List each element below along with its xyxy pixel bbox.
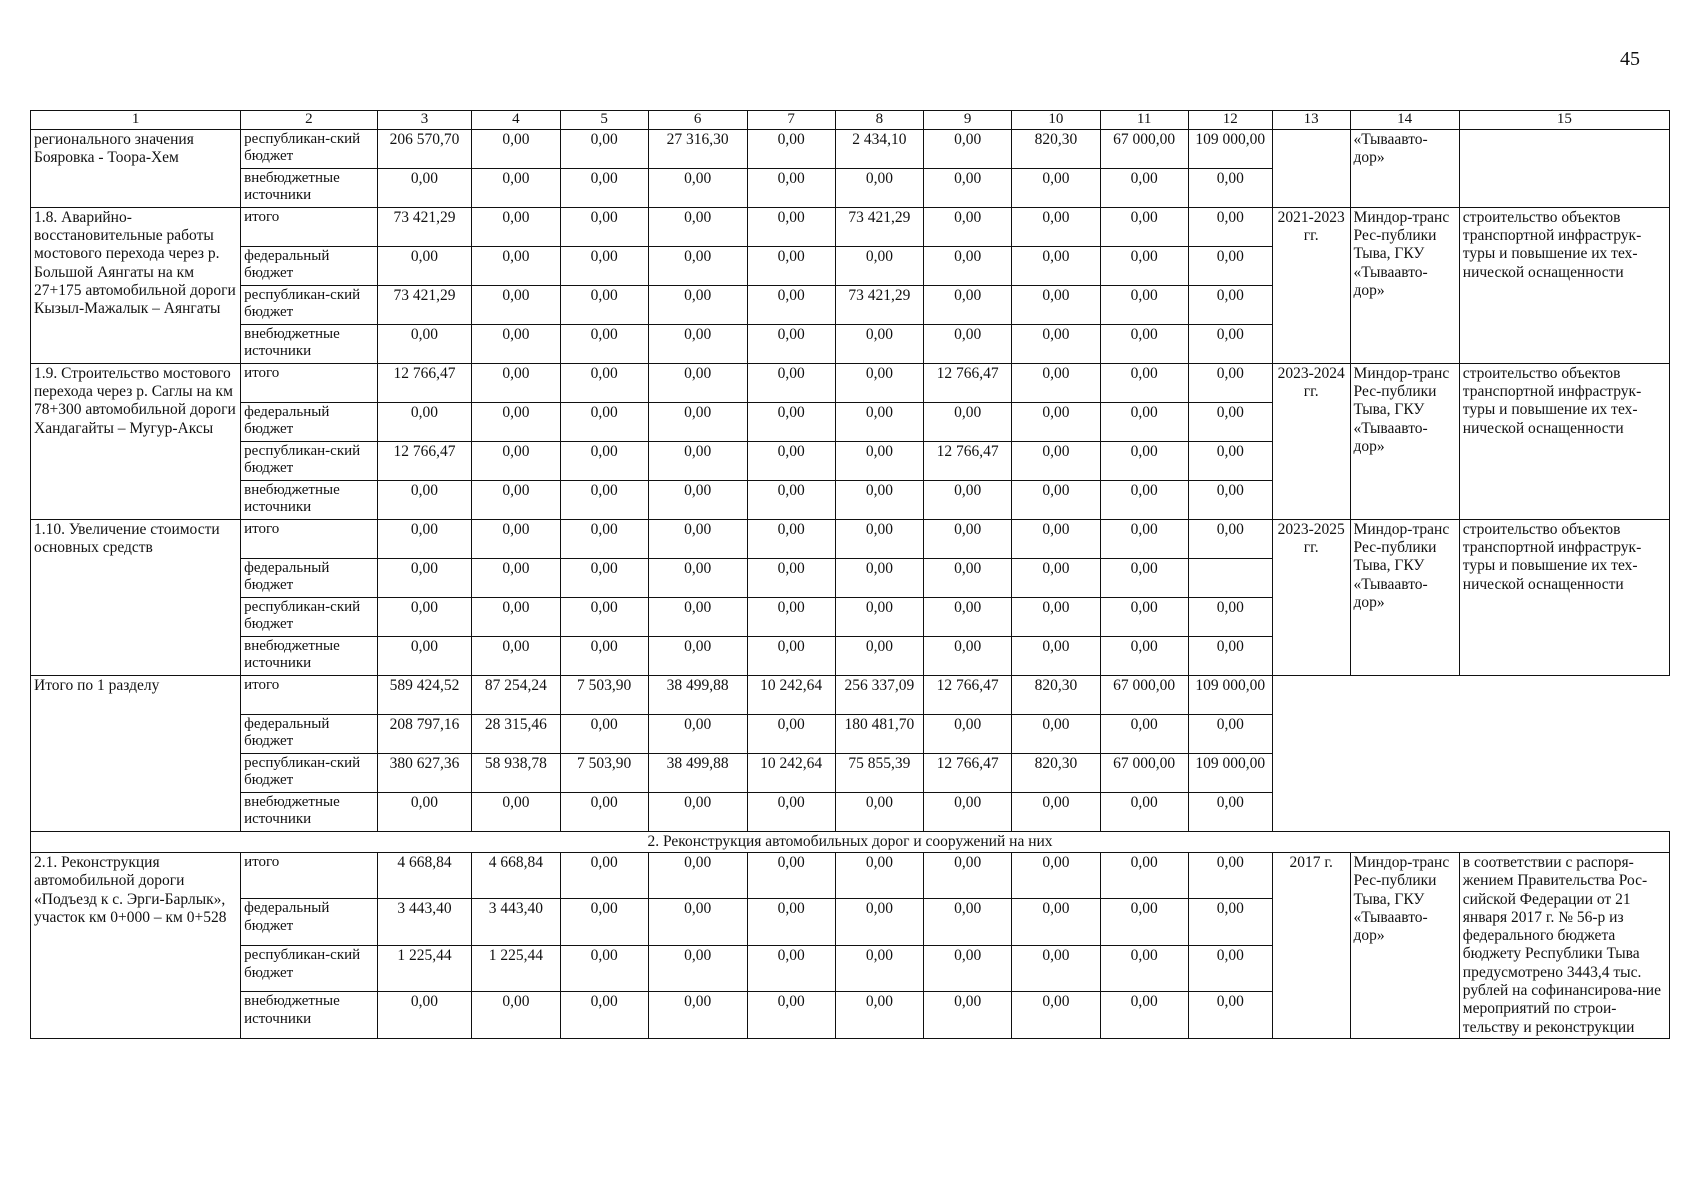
value-cell: 0,00 (648, 441, 747, 480)
value-cell: 0,00 (924, 168, 1012, 207)
funding-source: итого (241, 675, 378, 714)
value-cell: 0,00 (747, 207, 835, 246)
value-cell: 0,00 (472, 246, 560, 285)
value-cell: 0,00 (472, 441, 560, 480)
value-cell: 0,00 (1188, 714, 1272, 753)
funding-source: внебюджетные источники (241, 324, 378, 363)
value-cell: 0,00 (648, 168, 747, 207)
value-cell: 0,00 (1100, 636, 1188, 675)
column-header: 15 (1459, 111, 1669, 130)
value-cell: 0,00 (1100, 480, 1188, 519)
period (1272, 129, 1350, 207)
value-cell: 0,00 (648, 899, 747, 945)
period: 2021-2023 гг. (1272, 207, 1350, 363)
value-cell: 0,00 (1100, 852, 1188, 898)
value-cell: 0,00 (1100, 558, 1188, 597)
table-row (31, 363, 1670, 402)
funding-source: итого (241, 363, 378, 402)
value-cell: 0,00 (747, 285, 835, 324)
column-header: 3 (377, 111, 472, 130)
executor: Миндор-транс Рес-публики Тыва, ГКУ «Тываавто-дор» (1350, 852, 1459, 1038)
funding-source: республикан-ский бюджет (241, 129, 378, 168)
column-header: 6 (648, 111, 747, 130)
value-cell: 0,00 (648, 852, 747, 898)
column-header: 1 (31, 111, 241, 130)
value-cell: 0,00 (648, 636, 747, 675)
value-cell: 0,00 (1012, 441, 1100, 480)
value-cell: 0,00 (924, 714, 1012, 753)
value-cell: 109 000,00 (1188, 753, 1272, 792)
value-cell: 0,00 (560, 945, 648, 991)
value-cell: 7 503,90 (560, 675, 648, 714)
item-name: 1.8. Аварийно-восстановительные работы мостового перехода через р. Большой Аянгаты на км 27+175 автомобильной дороги Кызыл-Мажалык – Аянгаты (31, 207, 241, 363)
funding-source: внебюджетные источники (241, 480, 378, 519)
value-cell: 0,00 (924, 402, 1012, 441)
value-cell: 109 000,00 (1188, 129, 1272, 168)
value-cell: 38 499,88 (648, 675, 747, 714)
value-cell: 0,00 (1188, 363, 1272, 402)
table-row (31, 207, 1670, 246)
value-cell: 0,00 (472, 519, 560, 558)
value-cell: 820,30 (1012, 675, 1100, 714)
value-cell: 0,00 (377, 636, 472, 675)
column-header: 11 (1100, 111, 1188, 130)
value-cell: 0,00 (472, 168, 560, 207)
value-cell: 0,00 (1012, 363, 1100, 402)
value-cell: 0,00 (1188, 992, 1272, 1038)
value-cell: 0,00 (747, 636, 835, 675)
value-cell: 0,00 (377, 992, 472, 1038)
value-cell: 0,00 (924, 207, 1012, 246)
funding-source: итого (241, 519, 378, 558)
value-cell: 0,00 (472, 207, 560, 246)
value-cell: 0,00 (1188, 945, 1272, 991)
value-cell: 10 242,64 (747, 675, 835, 714)
column-header: 13 (1272, 111, 1350, 130)
value-cell: 4 668,84 (472, 852, 560, 898)
executor: Миндор-транс Рес-публики Тыва, ГКУ «Тываавто-дор» (1350, 363, 1459, 519)
value-cell: 0,00 (1012, 246, 1100, 285)
value-cell: 0,00 (472, 558, 560, 597)
value-cell: 0,00 (560, 558, 648, 597)
value-cell: 0,00 (835, 402, 923, 441)
funding-source: федеральный бюджет (241, 402, 378, 441)
value-cell: 10 242,64 (747, 753, 835, 792)
column-header: 5 (560, 111, 648, 130)
value-cell: 0,00 (648, 324, 747, 363)
value-cell: 0,00 (560, 441, 648, 480)
value-cell: 0,00 (835, 363, 923, 402)
purpose (1459, 129, 1669, 207)
value-cell: 0,00 (835, 597, 923, 636)
value-cell: 0,00 (1100, 363, 1188, 402)
value-cell: 0,00 (1188, 899, 1272, 945)
value-cell: 0,00 (560, 852, 648, 898)
value-cell: 0,00 (1188, 207, 1272, 246)
value-cell: 0,00 (835, 992, 923, 1038)
funding-source: республикан-ский бюджет (241, 945, 378, 991)
value-cell: 0,00 (648, 402, 747, 441)
value-cell: 0,00 (560, 714, 648, 753)
value-cell: 0,00 (648, 363, 747, 402)
value-cell: 109 000,00 (1188, 675, 1272, 714)
value-cell: 0,00 (1100, 441, 1188, 480)
value-cell: 0,00 (1100, 285, 1188, 324)
value-cell: 73 421,29 (835, 207, 923, 246)
value-cell: 0,00 (648, 246, 747, 285)
value-cell: 12 766,47 (924, 363, 1012, 402)
table-row (31, 852, 1670, 898)
value-cell: 38 499,88 (648, 753, 747, 792)
purpose: в соответствии с распоря-жением Правительства Рос-сийской Федерации от 21 января 2017 г. № 56-р из федерального бюджета бюджету Республики Тыва предусмотрено 3443,4 тыс. рублей на софинансирова-ние мероприятий по строи-тельству и реконструкции (1459, 852, 1669, 1038)
value-cell: 0,00 (1012, 168, 1100, 207)
column-header: 14 (1350, 111, 1459, 130)
value-cell: 0,00 (1012, 480, 1100, 519)
value-cell: 0,00 (1188, 441, 1272, 480)
value-cell: 0,00 (747, 402, 835, 441)
value-cell: 0,00 (924, 636, 1012, 675)
value-cell: 0,00 (1012, 899, 1100, 945)
value-cell: 0,00 (1100, 168, 1188, 207)
value-cell: 0,00 (377, 402, 472, 441)
value-cell: 0,00 (377, 168, 472, 207)
value-cell: 0,00 (835, 246, 923, 285)
value-cell: 0,00 (747, 324, 835, 363)
value-cell: 0,00 (560, 285, 648, 324)
table-body (31, 111, 1670, 1039)
section-title: 2. Реконструкция автомобильных дорог и сооружений на них (31, 831, 1670, 852)
value-cell: 0,00 (648, 207, 747, 246)
value-cell: 0,00 (560, 992, 648, 1038)
value-cell: 0,00 (747, 168, 835, 207)
column-header: 8 (835, 111, 923, 130)
executor: Миндор-транс Рес-публики Тыва, ГКУ «Тываавто-дор» (1350, 519, 1459, 675)
value-cell: 0,00 (560, 129, 648, 168)
item-name: 2.1. Реконструкция автомобильной дороги «Подъезд к с. Эрги-Барлык», участок км 0+000 – км 0+528 (31, 852, 241, 1038)
period: 2017 г. (1272, 852, 1350, 1038)
value-cell: 0,00 (560, 324, 648, 363)
value-cell: 0,00 (472, 129, 560, 168)
value-cell: 1 225,44 (377, 945, 472, 991)
value-cell: 0,00 (1100, 945, 1188, 991)
value-cell: 0,00 (1012, 558, 1100, 597)
item-name: регионального значения Бояровка - Тоора-Хем (31, 129, 241, 207)
value-cell: 0,00 (747, 441, 835, 480)
value-cell: 0,00 (747, 246, 835, 285)
value-cell: 0,00 (835, 899, 923, 945)
value-cell: 0,00 (1012, 852, 1100, 898)
value-cell: 0,00 (747, 519, 835, 558)
value-cell: 0,00 (560, 792, 648, 831)
funding-source: республикан-ский бюджет (241, 285, 378, 324)
value-cell: 7 503,90 (560, 753, 648, 792)
value-cell: 75 855,39 (835, 753, 923, 792)
value-cell: 0,00 (747, 792, 835, 831)
value-cell: 0,00 (377, 558, 472, 597)
value-cell: 0,00 (648, 792, 747, 831)
funding-source: внебюджетные источники (241, 792, 378, 831)
value-cell: 0,00 (472, 402, 560, 441)
period: 2023-2025 гг. (1272, 519, 1350, 675)
value-cell: 0,00 (377, 324, 472, 363)
value-cell: 2 434,10 (835, 129, 923, 168)
value-cell: 0,00 (924, 852, 1012, 898)
value-cell: 67 000,00 (1100, 129, 1188, 168)
value-cell: 12 766,47 (924, 441, 1012, 480)
value-cell: 0,00 (472, 324, 560, 363)
value-cell: 0,00 (1100, 992, 1188, 1038)
value-cell: 0,00 (835, 792, 923, 831)
value-cell: 0,00 (747, 852, 835, 898)
value-cell: 0,00 (1012, 519, 1100, 558)
purpose: строительство объектов транспортной инфраструк-туры и повышение их тех-нической оснащенности (1459, 519, 1669, 675)
value-cell: 0,00 (560, 480, 648, 519)
value-cell: 0,00 (1100, 899, 1188, 945)
column-header: 10 (1012, 111, 1100, 130)
value-cell: 820,30 (1012, 753, 1100, 792)
value-cell: 0,00 (924, 519, 1012, 558)
value-cell: 0,00 (835, 441, 923, 480)
value-cell: 0,00 (1100, 714, 1188, 753)
value-cell: 0,00 (560, 363, 648, 402)
value-cell: 0,00 (377, 246, 472, 285)
value-cell: 27 316,30 (648, 129, 747, 168)
funding-source: итого (241, 852, 378, 898)
value-cell: 0,00 (924, 324, 1012, 363)
value-cell: 0,00 (1188, 324, 1272, 363)
funding-source: республикан-ский бюджет (241, 441, 378, 480)
value-cell: 0,00 (560, 636, 648, 675)
value-cell: 0,00 (560, 207, 648, 246)
value-cell: 0,00 (924, 246, 1012, 285)
column-header: 4 (472, 111, 560, 130)
value-cell: 0,00 (835, 945, 923, 991)
value-cell: 0,00 (835, 480, 923, 519)
value-cell (1188, 558, 1272, 597)
value-cell: 0,00 (747, 992, 835, 1038)
value-cell: 0,00 (1188, 636, 1272, 675)
value-cell: 0,00 (1188, 402, 1272, 441)
executor: «Тываавто-дор» (1350, 129, 1459, 207)
value-cell: 206 570,70 (377, 129, 472, 168)
value-cell: 180 481,70 (835, 714, 923, 753)
value-cell: 0,00 (1012, 207, 1100, 246)
funding-source: республикан-ский бюджет (241, 597, 378, 636)
funding-source: внебюджетные источники (241, 168, 378, 207)
value-cell: 0,00 (1012, 402, 1100, 441)
value-cell: 73 421,29 (377, 285, 472, 324)
value-cell: 208 797,16 (377, 714, 472, 753)
value-cell: 87 254,24 (472, 675, 560, 714)
value-cell: 0,00 (377, 519, 472, 558)
value-cell: 0,00 (1100, 207, 1188, 246)
value-cell: 0,00 (377, 597, 472, 636)
value-cell: 12 766,47 (377, 441, 472, 480)
value-cell: 58 938,78 (472, 753, 560, 792)
value-cell: 0,00 (1100, 246, 1188, 285)
value-cell: 0,00 (1012, 636, 1100, 675)
value-cell: 0,00 (835, 852, 923, 898)
funding-source: республикан-ский бюджет (241, 753, 378, 792)
period: 2023-2024 гг. (1272, 363, 1350, 519)
purpose: строительство объектов транспортной инфраструк-туры и повышение их тех-нической оснащенности (1459, 363, 1669, 519)
value-cell: 0,00 (1012, 945, 1100, 991)
value-cell: 380 627,36 (377, 753, 472, 792)
value-cell: 0,00 (560, 597, 648, 636)
value-cell: 0,00 (1188, 852, 1272, 898)
value-cell: 12 766,47 (924, 753, 1012, 792)
table-row (31, 129, 1670, 168)
value-cell: 0,00 (472, 480, 560, 519)
value-cell: 0,00 (835, 558, 923, 597)
value-cell: 0,00 (472, 597, 560, 636)
value-cell: 0,00 (1012, 324, 1100, 363)
value-cell: 0,00 (472, 792, 560, 831)
value-cell: 0,00 (1012, 792, 1100, 831)
item-name: Итого по 1 разделу (31, 675, 241, 831)
value-cell: 67 000,00 (1100, 675, 1188, 714)
value-cell: 0,00 (1012, 714, 1100, 753)
value-cell: 256 337,09 (835, 675, 923, 714)
value-cell: 820,30 (1012, 129, 1100, 168)
column-header-row (31, 111, 1670, 130)
value-cell: 0,00 (924, 129, 1012, 168)
value-cell: 0,00 (1100, 402, 1188, 441)
funding-source: федеральный бюджет (241, 246, 378, 285)
funding-source: федеральный бюджет (241, 899, 378, 945)
value-cell: 0,00 (648, 480, 747, 519)
purpose: строительство объектов транспортной инфраструк-туры и повышение их тех-нической оснащенности (1459, 207, 1669, 363)
value-cell: 0,00 (472, 363, 560, 402)
budget-table (30, 110, 1670, 1039)
value-cell: 0,00 (747, 363, 835, 402)
value-cell: 0,00 (924, 992, 1012, 1038)
funding-source: федеральный бюджет (241, 558, 378, 597)
funding-source: внебюджетные источники (241, 636, 378, 675)
value-cell: 0,00 (648, 519, 747, 558)
value-cell: 0,00 (924, 558, 1012, 597)
value-cell: 0,00 (560, 519, 648, 558)
value-cell: 73 421,29 (835, 285, 923, 324)
value-cell: 0,00 (377, 792, 472, 831)
value-cell: 0,00 (835, 168, 923, 207)
value-cell: 0,00 (747, 480, 835, 519)
value-cell: 0,00 (1100, 324, 1188, 363)
value-cell: 0,00 (648, 992, 747, 1038)
value-cell: 0,00 (747, 899, 835, 945)
value-cell: 0,00 (1188, 285, 1272, 324)
column-header: 2 (241, 111, 378, 130)
column-header: 12 (1188, 111, 1272, 130)
value-cell: 0,00 (1188, 597, 1272, 636)
value-cell: 0,00 (1100, 597, 1188, 636)
column-header: 7 (747, 111, 835, 130)
value-cell: 0,00 (924, 480, 1012, 519)
table-row (31, 675, 1670, 714)
value-cell: 4 668,84 (377, 852, 472, 898)
table-row (31, 519, 1670, 558)
item-name: 1.10. Увеличение стоимости основных средств (31, 519, 241, 675)
value-cell: 3 443,40 (377, 899, 472, 945)
value-cell: 0,00 (648, 558, 747, 597)
value-cell: 0,00 (648, 945, 747, 991)
value-cell: 0,00 (560, 402, 648, 441)
value-cell: 0,00 (377, 480, 472, 519)
value-cell: 0,00 (835, 636, 923, 675)
value-cell: 0,00 (747, 597, 835, 636)
value-cell: 0,00 (835, 324, 923, 363)
section-title-row (31, 831, 1670, 852)
value-cell: 0,00 (1012, 597, 1100, 636)
column-header: 9 (924, 111, 1012, 130)
executor: Миндор-транс Рес-публики Тыва, ГКУ «Тываавто-дор» (1350, 207, 1459, 363)
value-cell: 0,00 (1100, 519, 1188, 558)
value-cell: 0,00 (1188, 246, 1272, 285)
value-cell: 0,00 (1188, 480, 1272, 519)
value-cell: 0,00 (747, 558, 835, 597)
value-cell: 589 424,52 (377, 675, 472, 714)
value-cell: 0,00 (924, 899, 1012, 945)
funding-source: внебюджетные источники (241, 992, 378, 1038)
value-cell: 12 766,47 (377, 363, 472, 402)
value-cell: 0,00 (924, 945, 1012, 991)
funding-source: итого (241, 207, 378, 246)
value-cell: 0,00 (472, 992, 560, 1038)
page-number: 45 (1620, 48, 1640, 70)
value-cell: 0,00 (560, 246, 648, 285)
value-cell: 67 000,00 (1100, 753, 1188, 792)
blank-cell (1272, 675, 1669, 831)
value-cell: 0,00 (648, 597, 747, 636)
value-cell: 0,00 (648, 714, 747, 753)
value-cell: 0,00 (560, 168, 648, 207)
value-cell: 0,00 (924, 285, 1012, 324)
value-cell: 0,00 (648, 285, 747, 324)
value-cell: 1 225,44 (472, 945, 560, 991)
value-cell: 0,00 (1012, 285, 1100, 324)
value-cell: 73 421,29 (377, 207, 472, 246)
value-cell: 0,00 (472, 285, 560, 324)
value-cell: 28 315,46 (472, 714, 560, 753)
value-cell: 0,00 (835, 519, 923, 558)
value-cell: 0,00 (1188, 168, 1272, 207)
value-cell: 0,00 (747, 714, 835, 753)
value-cell: 0,00 (924, 792, 1012, 831)
value-cell: 0,00 (1100, 792, 1188, 831)
value-cell: 0,00 (472, 636, 560, 675)
funding-source: федеральный бюджет (241, 714, 378, 753)
item-name: 1.9. Строительство мостового перехода через р. Саглы на км 78+300 автомобильной дороги Хандагайты – Мугур-Аксы (31, 363, 241, 519)
value-cell: 0,00 (747, 129, 835, 168)
value-cell: 0,00 (1188, 792, 1272, 831)
value-cell: 0,00 (1012, 992, 1100, 1038)
value-cell: 3 443,40 (472, 899, 560, 945)
value-cell: 0,00 (924, 597, 1012, 636)
value-cell: 0,00 (1188, 519, 1272, 558)
value-cell: 0,00 (560, 899, 648, 945)
value-cell: 12 766,47 (924, 675, 1012, 714)
value-cell: 0,00 (747, 945, 835, 991)
